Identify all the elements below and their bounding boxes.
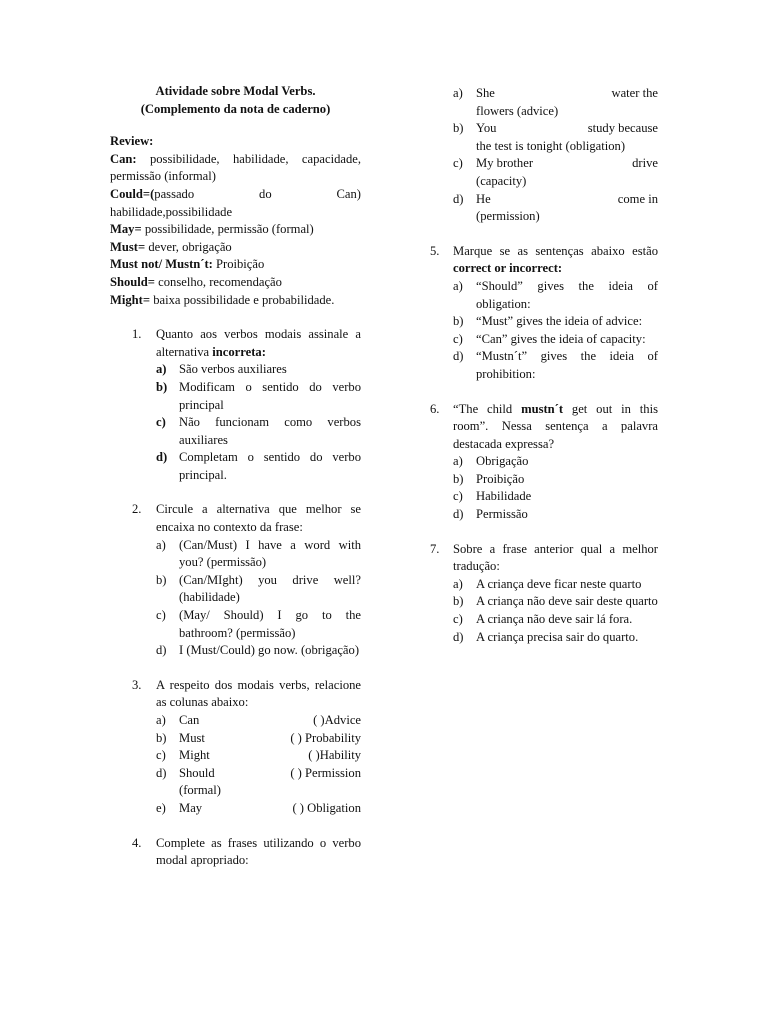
option-a: a) A criança deve ficar neste quarto bbox=[453, 576, 642, 591]
question-1 bbox=[110, 326, 361, 484]
question-number: 4. bbox=[132, 835, 142, 850]
review-item-could: Could=(passado do Can) habilidade,possibilidade bbox=[110, 186, 361, 219]
option-a: a) “Should” gives the ideia of obligation: bbox=[453, 278, 658, 311]
title-line-1: Atividade sobre Modal Verbs. bbox=[155, 84, 316, 98]
review-item-may: May= possibilidade, permissão (formal) bbox=[110, 222, 314, 237]
options-list bbox=[156, 712, 361, 818]
option-d: d) Should ( ) Permission (formal) bbox=[156, 765, 361, 798]
option-c: c) A criança não deve sair lá fora. bbox=[453, 612, 633, 627]
option-b: b) “Must” gives the ideia of advice: bbox=[453, 314, 643, 329]
question-6 bbox=[426, 401, 658, 524]
option-c: c) Might ( )Hability bbox=[156, 748, 361, 763]
question-text: Quanto aos verbos modais assinale a alternativa incorreta: bbox=[156, 327, 361, 359]
option-b: b) You study because the test is tonight (obligation) bbox=[453, 121, 658, 153]
options-list bbox=[453, 576, 658, 646]
question-2 bbox=[110, 501, 361, 659]
question-number: 5. bbox=[430, 243, 440, 258]
question-text: Circule a alternativa que melhor se encaixa no contexto da frase: bbox=[156, 502, 361, 535]
option-b: b) Proibição bbox=[453, 471, 525, 486]
question-7 bbox=[426, 541, 658, 647]
review-item-should: Should= conselho, recomendação bbox=[110, 274, 282, 289]
options-list bbox=[453, 278, 658, 384]
question-text: “The child mustn´t get out in this room”. Nessa sentença a palavra destacada expressa? bbox=[453, 401, 658, 451]
review-section bbox=[110, 133, 361, 309]
option-b: b) A criança não deve sair deste quarto bbox=[453, 594, 658, 609]
option-d: d) “Mustn´t” gives the ideia of prohibition: bbox=[453, 349, 658, 381]
question-3 bbox=[110, 677, 361, 818]
options-list bbox=[156, 537, 361, 660]
option-b: b) Must ( ) Probability bbox=[156, 730, 361, 745]
option-d: d) Permissão bbox=[453, 507, 528, 522]
option-a: a) She water the flowers (advice) bbox=[453, 86, 658, 118]
question-number: 1. bbox=[132, 327, 142, 342]
options-list bbox=[453, 453, 658, 523]
option-c: c) (May/ Should) I go to the bathroom? (permissão) bbox=[156, 608, 361, 640]
left-column bbox=[110, 83, 361, 870]
option-d: d) A criança precisa sair do quarto. bbox=[453, 629, 639, 644]
document-title bbox=[110, 83, 361, 118]
question-text: Marque se as sentenças abaixo estão correct or incorrect: bbox=[453, 243, 658, 276]
question-text: Complete as frases utilizando o verbo modal apropriado: bbox=[156, 835, 361, 868]
option-c: c) Habilidade bbox=[453, 489, 532, 504]
option-a: a) São verbos auxiliares bbox=[156, 362, 287, 377]
review-item-must-not: Must not/ Mustn´t: Proibição bbox=[110, 257, 265, 272]
question-text: Sobre a frase anterior qual a melhor tradução: bbox=[453, 541, 658, 574]
option-c: c) “Can” gives the ideia of capacity: bbox=[453, 331, 646, 346]
question-4 bbox=[110, 835, 361, 870]
review-heading: Review: bbox=[110, 134, 154, 149]
title-line-2: (Complemento da nota de caderno) bbox=[140, 101, 331, 116]
option-d: d) Completam o sentido do verbo principal. bbox=[156, 450, 361, 482]
question-5 bbox=[426, 243, 658, 384]
option-a: a) Can ( )Advice bbox=[156, 713, 361, 727]
question-number: 7. bbox=[430, 541, 440, 556]
option-d: d) He come in (permission) bbox=[453, 191, 658, 224]
option-c: c) Não funcionam como verbos auxiliares bbox=[156, 415, 361, 447]
option-c: c) My brother drive (capacity) bbox=[453, 156, 658, 188]
option-b: b) (Can/MIght) you drive well? (habilidade) bbox=[156, 572, 361, 605]
question-number: 2. bbox=[132, 502, 142, 517]
question-number: 3. bbox=[132, 677, 142, 692]
right-column bbox=[426, 85, 658, 646]
option-a: a) Obrigação bbox=[453, 454, 529, 469]
question-text: A respeito dos modais verbs, relacione as colunas abaixo: bbox=[156, 677, 361, 710]
question-number: 6. bbox=[430, 401, 440, 416]
question-4-options bbox=[426, 85, 658, 226]
review-item-might: Might= baixa possibilidade e probabilidade. bbox=[110, 292, 335, 307]
review-item-can: Can: possibilidade, habilidade, capacidade, permissão (informal) bbox=[110, 151, 361, 184]
option-a: a) (Can/Must) I have a word with you? (permissão) bbox=[156, 537, 361, 570]
option-d: d) I (Must/Could) go now. (obrigação) bbox=[156, 643, 360, 658]
option-b: b) Modificam o sentido do verbo principal bbox=[156, 379, 361, 412]
option-e: e) May ( ) Obligation bbox=[156, 800, 361, 815]
review-item-must: Must= dever, obrigação bbox=[110, 239, 232, 254]
options-list bbox=[156, 361, 361, 484]
